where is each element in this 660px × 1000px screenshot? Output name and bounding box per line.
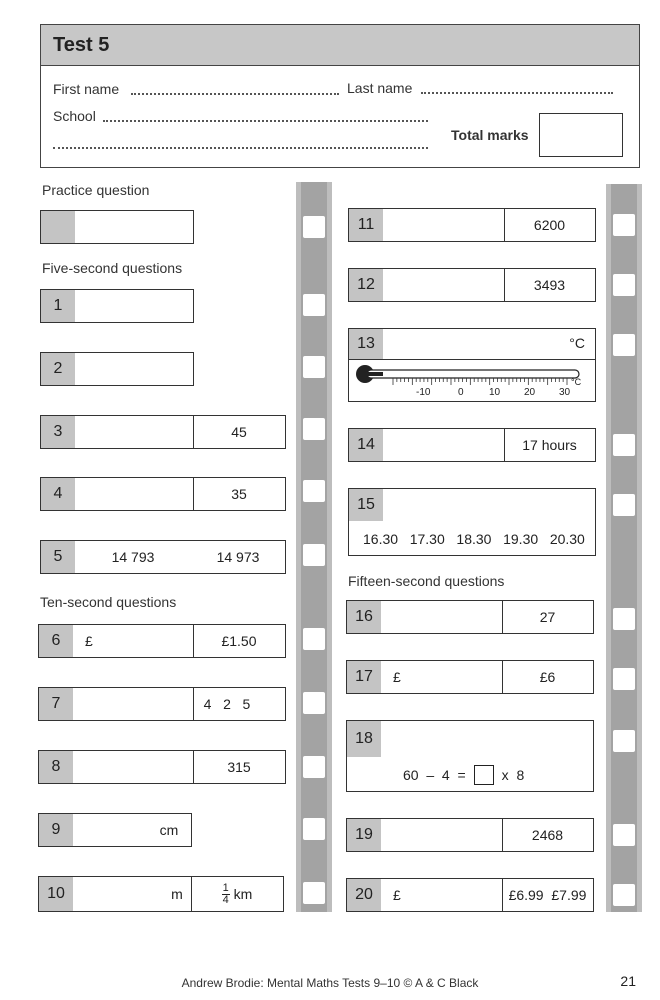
unit-label: cm	[159, 822, 179, 838]
currency-prefix: £	[85, 633, 93, 649]
currency-prefix: £	[393, 887, 401, 903]
school-field-line-2[interactable]	[53, 147, 428, 149]
question-number: 9	[39, 814, 73, 846]
question-number: 14	[349, 429, 383, 461]
question-number: 11	[349, 209, 383, 241]
question-number: 8	[39, 751, 73, 783]
question-hint: 45	[231, 424, 247, 440]
mark-strip-right	[606, 184, 642, 912]
thermometer	[353, 361, 593, 401]
question-number: 18	[347, 721, 381, 757]
currency-prefix: £	[393, 669, 401, 685]
question-5[interactable]	[40, 540, 286, 574]
mark-box[interactable]	[613, 334, 635, 356]
mark-box[interactable]	[303, 628, 325, 650]
practice-answer-box[interactable]	[40, 210, 194, 244]
question-number: 20	[347, 879, 381, 911]
question-1[interactable]	[40, 289, 194, 323]
question-number: 10	[39, 877, 73, 911]
question-hint: 4 2 5	[203, 696, 251, 712]
question-number: 19	[347, 819, 381, 851]
practice-number-cell	[41, 211, 75, 243]
practice-heading: Practice question	[42, 182, 150, 198]
fraction	[222, 883, 230, 906]
mark-box[interactable]	[613, 494, 635, 516]
question-hint: 6200	[533, 217, 566, 233]
tick-label: 10	[489, 387, 501, 398]
tick-label: 30	[559, 387, 571, 398]
question-8[interactable]	[38, 750, 286, 784]
tick-label: -10	[416, 387, 431, 398]
question-9[interactable]	[38, 813, 192, 847]
question-14[interactable]	[348, 428, 596, 462]
fifteen-second-heading: Fifteen-second questions	[348, 573, 505, 589]
equation-blank-box[interactable]	[474, 765, 494, 785]
mark-box[interactable]	[613, 668, 635, 690]
question-number: 17	[347, 661, 381, 693]
mark-box[interactable]	[303, 418, 325, 440]
fraction-hint	[191, 877, 283, 911]
equation-right: x 8	[501, 767, 525, 783]
thermometer-mercury	[367, 372, 383, 376]
student-details-box	[40, 24, 640, 168]
scale-unit: °C	[571, 377, 582, 387]
question-number: 12	[349, 269, 383, 301]
question-15[interactable]	[348, 488, 596, 556]
time-list: 16.30 17.30 18.30 19.30 20.30	[363, 531, 585, 547]
question-13[interactable]	[348, 328, 596, 402]
question-19[interactable]	[346, 818, 594, 852]
question-hint: £1.50	[221, 633, 257, 649]
question-number: 5	[41, 541, 75, 573]
mark-box[interactable]	[613, 608, 635, 630]
mark-box[interactable]	[303, 756, 325, 778]
question-number: 16	[347, 601, 381, 633]
mark-box[interactable]	[303, 356, 325, 378]
question-number: 3	[41, 416, 75, 448]
ten-second-heading: Ten-second questions	[40, 594, 177, 610]
unit-label: °C	[569, 335, 585, 351]
question-3[interactable]	[40, 415, 286, 449]
five-second-heading: Five-second questions	[42, 260, 183, 276]
mark-box[interactable]	[303, 544, 325, 566]
tick-label: 20	[524, 387, 536, 398]
question-16[interactable]	[346, 600, 594, 634]
mark-box[interactable]	[613, 884, 635, 906]
question-number: 6	[39, 625, 73, 657]
question-hint: 27	[539, 609, 556, 625]
mark-box[interactable]	[613, 274, 635, 296]
question-6[interactable]	[38, 624, 286, 658]
mark-box[interactable]	[613, 730, 635, 752]
question-hint: 3493	[533, 277, 566, 293]
question-hint: 315	[227, 759, 251, 775]
title-bar	[41, 25, 639, 66]
mark-box[interactable]	[613, 824, 635, 846]
question-10[interactable]	[38, 876, 284, 912]
question-hint: 17 hours	[522, 437, 577, 453]
mark-box[interactable]	[303, 294, 325, 316]
equation	[403, 763, 524, 787]
question-number: 15	[349, 489, 383, 521]
question-number: 7	[39, 688, 73, 720]
total-marks-box[interactable]	[539, 113, 623, 157]
question-17[interactable]	[346, 660, 594, 694]
thermometer-ticks	[393, 378, 567, 385]
question-18[interactable]	[346, 720, 594, 792]
fraction-numerator: 1	[222, 881, 229, 894]
equation-left: 60 – 4 =	[403, 767, 466, 783]
question-number: 2	[41, 353, 75, 385]
mark-box[interactable]	[303, 692, 325, 714]
mark-strip-left	[296, 182, 332, 912]
question-number: 1	[41, 290, 75, 322]
school-label: School	[53, 108, 96, 124]
page-number: 21	[620, 973, 636, 989]
question-number: 13	[349, 329, 383, 359]
question-hint: £6	[539, 669, 556, 685]
question-20[interactable]	[346, 878, 594, 912]
first-name-label: First name	[53, 81, 120, 97]
fraction-denominator: 4	[222, 893, 229, 906]
mark-box[interactable]	[613, 214, 635, 236]
mark-box[interactable]	[303, 818, 325, 840]
last-name-label: Last name	[347, 80, 413, 96]
question-7[interactable]	[38, 687, 286, 721]
question-number: 4	[41, 478, 75, 510]
question-value-left: 14 793	[111, 549, 155, 565]
footer-credit: Andrew Brodie: Mental Maths Tests 9–10 © A & C Black	[181, 976, 479, 990]
question-value-right: 14 973	[216, 549, 260, 565]
last-name-field[interactable]	[421, 92, 613, 94]
question-12[interactable]	[348, 268, 596, 302]
first-name-field[interactable]	[131, 93, 339, 95]
question-hint: 2468	[531, 827, 564, 843]
school-field[interactable]	[103, 120, 428, 122]
total-marks-label: Total marks	[451, 127, 529, 143]
unit-label: m	[171, 886, 183, 902]
tick-label: 0	[458, 387, 464, 398]
mark-box[interactable]	[613, 434, 635, 456]
question-4[interactable]	[40, 477, 286, 511]
mark-box[interactable]	[303, 216, 325, 238]
divider	[349, 359, 595, 360]
thermometer-tube	[367, 370, 579, 378]
mark-box[interactable]	[303, 882, 325, 904]
mark-box[interactable]	[303, 480, 325, 502]
page-title: Test 5	[53, 34, 110, 56]
question-hint: £6.99 £7.99	[508, 887, 587, 903]
fraction-unit: km	[233, 886, 253, 902]
question-hint: 35	[231, 486, 247, 502]
question-2[interactable]	[40, 352, 194, 386]
question-11[interactable]	[348, 208, 596, 242]
